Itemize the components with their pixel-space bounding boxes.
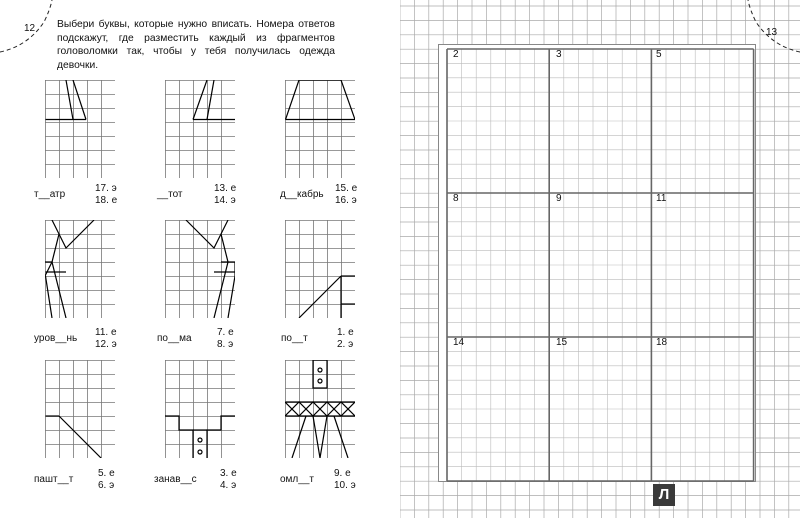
- answer-options: [95, 183, 117, 207]
- option: 16. э: [335, 195, 357, 206]
- puzzle-word: по__ма: [157, 333, 192, 344]
- publisher-logo: Л: [653, 484, 675, 506]
- option: 1. е: [337, 327, 354, 338]
- option: 8. э: [217, 339, 234, 350]
- option: 5. е: [98, 468, 115, 479]
- puzzle-2: [165, 80, 235, 178]
- puzzle-word: омл__т: [280, 474, 314, 485]
- answer-cell-number: 5: [656, 49, 662, 60]
- puzzle-8: [165, 360, 235, 458]
- answer-cell-number: 18: [656, 337, 668, 348]
- puzzle-4: [45, 220, 115, 318]
- option: 2. э: [337, 339, 354, 350]
- puzzle-3: [285, 80, 355, 178]
- answer-board: [438, 44, 756, 482]
- puzzle-word: пашт__т: [34, 474, 74, 485]
- task-instructions: Выбери буквы, которые нужно вписать. Номера ответов подскажут, где разместить каждый из фрагментов головоломки так, чтобы у тебя получилась одежда девочки.: [57, 19, 335, 71]
- puzzle-word: занав__с: [154, 474, 197, 485]
- puzzle-word: д__кабрь: [280, 189, 324, 200]
- page-number-left: 12: [24, 23, 36, 34]
- puzzle-5: [165, 220, 235, 318]
- answer-options: [220, 468, 237, 492]
- answer-options: [214, 183, 236, 207]
- puzzle-word: __тот: [157, 189, 183, 200]
- puzzle-grid: [45, 80, 115, 178]
- answer-cell-number: 8: [453, 193, 459, 204]
- option: 14. э: [214, 195, 236, 206]
- corner-arc-left: [0, 0, 60, 80]
- option: 13. е: [214, 183, 237, 194]
- puzzle-grid: [165, 80, 235, 178]
- option: 11. е: [95, 327, 117, 338]
- answer-options: [98, 468, 115, 492]
- answer-cell-number: 11: [656, 193, 667, 204]
- answer-options: [217, 327, 234, 351]
- option: 10. э: [334, 480, 356, 491]
- answer-options: [95, 327, 117, 351]
- answer-cell-number: 15: [556, 337, 568, 348]
- puzzle-1: [45, 80, 115, 178]
- option: 15. е: [335, 183, 358, 194]
- option: 4. э: [220, 480, 237, 491]
- puzzle-6: [285, 220, 355, 318]
- option: 3. е: [220, 468, 237, 479]
- answer-cell-number: 14: [453, 337, 465, 348]
- answer-cell-number: 9: [556, 193, 562, 204]
- puzzle-word: т__атр: [34, 189, 66, 200]
- option: 18. е: [95, 195, 118, 206]
- answer-options: [335, 183, 357, 207]
- option: 17. э: [95, 183, 117, 194]
- option: 6. э: [98, 480, 115, 491]
- answer-cell-number: 2: [453, 49, 459, 60]
- puzzle-grid: [165, 360, 235, 458]
- puzzle-word: по__т: [281, 333, 308, 344]
- puzzle-grid: [285, 220, 355, 318]
- answer-options: [337, 327, 354, 351]
- answer-options: [334, 468, 356, 492]
- puzzle-word: уров__нь: [34, 333, 78, 344]
- option: 7. е: [217, 327, 234, 338]
- puzzle-grid: [45, 360, 115, 458]
- page-number-right: 13: [766, 27, 778, 38]
- puzzle-9: [285, 360, 355, 458]
- puzzle-grid: [285, 80, 355, 178]
- option: 9. е: [334, 468, 351, 479]
- puzzle-7: [45, 360, 115, 458]
- option: 12. э: [95, 339, 117, 350]
- answer-cell-number: 3: [556, 49, 562, 60]
